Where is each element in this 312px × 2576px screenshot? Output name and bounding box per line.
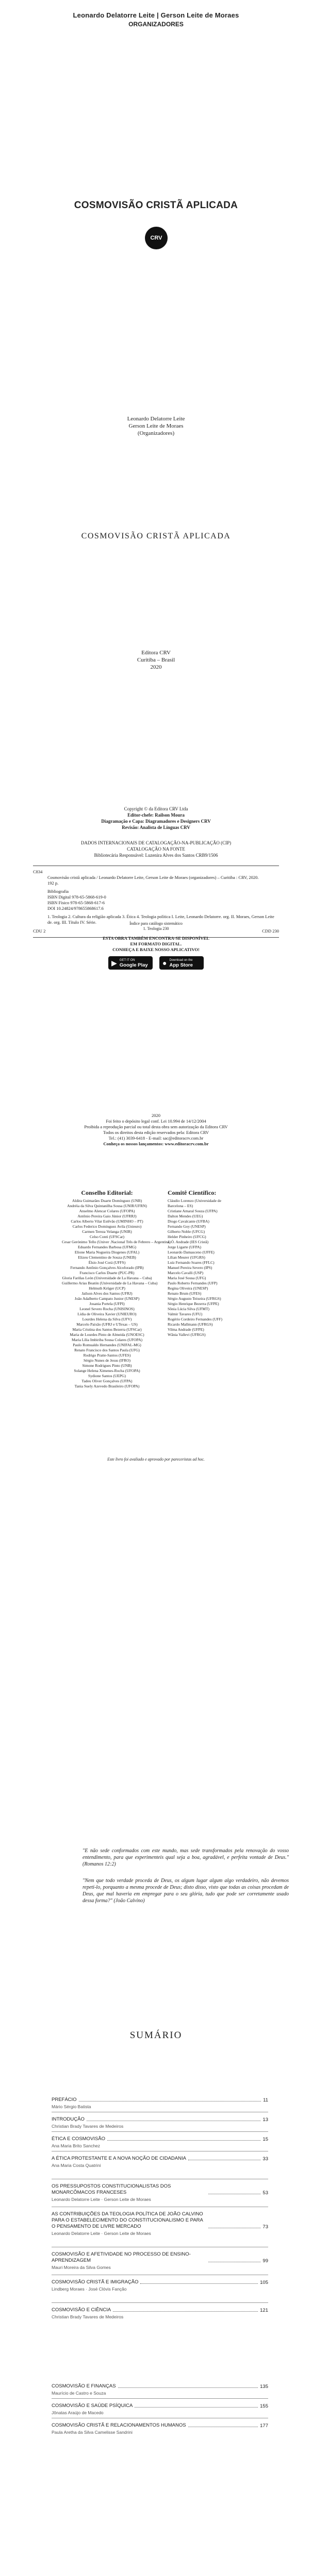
council-member: Maria Cristina dos Santos Bezerra (UFSCar) <box>72 1327 142 1332</box>
council-member: Vilma Andrade (UFPE) <box>168 1327 204 1332</box>
council-member: Gilberto Noble (UFCG) <box>168 1229 205 1234</box>
footer-line: Foi feito o depósito legal conf. Lei 10.994 de 14/12/2004 <box>106 1118 206 1124</box>
council-member: Gloria Fariñas León (Universidade de La Havana – Cuba) <box>62 1276 152 1280</box>
apple-icon: ● <box>162 959 167 967</box>
toc-entry-author: Maurício de Castro e Souza <box>52 2391 106 2396</box>
toc-entry-author: Christian Brady Tavares de Medeiros <box>52 2124 124 2129</box>
toc-leader-dots <box>113 2311 258 2312</box>
google-play-badge[interactable] <box>108 956 153 970</box>
review-note: Este livro foi avaliado e aprovado por pareceristas ad hoc. <box>107 1457 205 1462</box>
app-store-badge[interactable] <box>159 956 204 970</box>
catalog-index <box>0 921 312 931</box>
toc-entry-title: A ÉTICA PROTESTANTE E A NOVA NOÇÃO DE CIDADANIA <box>52 2156 186 2161</box>
council-member: Celso Conti (UFSCar) <box>89 1234 125 1239</box>
toc-separator <box>52 2131 268 2132</box>
summary-page <box>0 1958 312 2349</box>
toc-entry[interactable] <box>52 2116 268 2129</box>
footer-line: Tel.: (41) 3039-6418 - E-mail: sac@editoracrv.com.br <box>108 1136 204 1141</box>
toc-entry-title: COSMOVISÃO E CIÊNCIA <box>52 2307 111 2313</box>
toc-entry-author: Ana Maria Costa Quatrini <box>52 2163 101 2168</box>
copyright-line: Copyright © da Editora CRV Ltda <box>124 806 188 811</box>
toc-entry-author: Lindberg Moraes · José Clóvis Fanção <box>52 2286 127 2292</box>
toc-entry-author: Ana Maria Brito Sanchez <box>52 2143 101 2148</box>
council-member: J. Ó. Andrade (IES Cristã) <box>168 1240 209 1244</box>
digital-notice <box>0 936 312 953</box>
council-member: Luiz Fernando Soares (FFLC) <box>168 1260 215 1265</box>
publication-year: 2020 <box>150 664 162 670</box>
council-member: Eduardo Fernandes Barbosa (UFMG) <box>77 1245 137 1249</box>
toc-page-number: 53 <box>262 2190 268 2196</box>
council-member: Sérgio Henrique Bezerra (UFPE) <box>168 1301 219 1306</box>
toc-entry[interactable] <box>52 2211 268 2236</box>
council-member: Sônia Lúcia Silva (UFMT) <box>168 1307 210 1311</box>
toc-separator <box>52 2302 268 2303</box>
council-member: Sydione Santos (UEPG) <box>88 1374 126 1378</box>
cover-title: COSMOVISÃO CRISTÃ APLICADA <box>74 200 238 211</box>
toc-page-number: 135 <box>260 2384 268 2389</box>
toc-entry-author: Mário Sérgio Batista <box>52 2104 91 2109</box>
toc-page-number: 105 <box>260 2280 268 2285</box>
catalog-record-line: Cosmovisão cristã aplicada / Leonardo Delatorre Leite, Gerson Leite de Moraes (organizadores) – Curitiba : CRV, 2020. <box>47 875 259 880</box>
author-2: Gerson Leite de Moraes <box>128 423 184 429</box>
organizers-label: (Organizadores) <box>137 430 175 436</box>
council-member: Andréia da Silva Quintanilha Sousa (UNIR/UFRN) <box>67 1204 147 1208</box>
toc-leader-dots <box>135 2407 258 2408</box>
council-member: Renato Brum (UFES) <box>168 1291 202 1296</box>
footer-line: 2020 <box>152 1113 160 1118</box>
toc-entry-title: COSMOVISÃO CRISTÃ E RELACIONAMENTOS HUMANOS <box>52 2422 186 2428</box>
summary-heading: SUMÁRIO <box>129 2030 183 2041</box>
cover-organizers-label: ORGANIZADORES <box>128 21 184 28</box>
toc-entry-author: Leonardo Delatorre Leite · Gerson Leite de Moraes <box>52 2231 151 2236</box>
council-member: Helder Pinheiro (UFCG) <box>168 1234 206 1239</box>
apple-badge-label: App Store <box>169 962 193 968</box>
toc-entry-author: Christian Brady Tavares de Medeiros <box>52 2314 124 2319</box>
council-member: Valmir Tavares (UFU) <box>168 1312 203 1316</box>
toc-entry-title: PREFÁCIO <box>52 2097 77 2103</box>
toc-separator <box>52 2398 268 2399</box>
footer-line: Conheça os nossos lançamentos: www.editoracrv.com.br <box>103 1141 209 1146</box>
apple-badge-caption: Download on the <box>169 959 193 962</box>
app-store-badges <box>108 956 204 970</box>
council-member: Dalton Mendes (UEG) <box>168 1214 203 1218</box>
toc-entry[interactable] <box>52 2156 268 2168</box>
toc-entry-title: COSMOVISÃO E SAÚDE PSÍQUICA <box>52 2403 133 2409</box>
catalog-record-line: 192 p. <box>47 880 59 886</box>
council-member: Carlos Alberto Vilar Estêvão (UMINHO – PT) <box>71 1219 143 1224</box>
catalog-record-line: Bibliografia <box>47 889 69 894</box>
council-member: Paulo Romualdo Hernandes (UNIFAL-MG) <box>73 1343 141 1347</box>
catalog-record-line: 1. Teologia 2. Cultura da religião aplicada 3. Ética 4. Teologia política I. Leite, Leonardo Delatorre. org. II. Moraes, Gerson Leite de. org. III. Título IV. Série. <box>47 914 274 925</box>
council-member: Fernando Goy (UNESP) <box>168 1224 206 1229</box>
council-member: Maria Lília Imbiriba Sousa Colares (UFOPA) <box>72 1337 142 1342</box>
toc-page-number: 155 <box>260 2403 268 2409</box>
council-member: Lídia de Oliveira Xavier (UNIEURO) <box>77 1312 137 1316</box>
council-member: Helmuth Krüger (UCP) <box>89 1286 125 1291</box>
toc-leader-dots <box>79 2101 261 2102</box>
epigraph-page <box>0 1566 312 1958</box>
toc-entry[interactable] <box>52 2251 268 2270</box>
toc-entry-author: Mauri Moreira da Silva Gomes <box>52 2265 111 2270</box>
copyright-line: Diagramação e Capa: Diagramadores e Designers CRV <box>101 819 211 824</box>
digital-line: EM FORMATO DIGITAL. <box>130 941 182 946</box>
council-member: Manuel Pereira Severo (IPS) <box>168 1265 212 1270</box>
toc-entry[interactable] <box>52 2136 268 2149</box>
council-member: Maria de Lourdes Pinto de Almeida (UNOESC) <box>70 1332 144 1337</box>
toc-entry-title: ÉTICA E COSMOVISÃO <box>52 2136 105 2142</box>
council-member: Élsio José Corá (UFFS) <box>88 1260 126 1265</box>
council-member: Francisco Carlos Duarte (PUC-PR) <box>79 1270 135 1275</box>
footer-line: Todos os direitos desta edição reservados pela: Editora CRV <box>103 1130 209 1135</box>
council-member: Carmen Tereza Velanga (UNIR) <box>82 1229 132 1234</box>
council-member: Tadeu Oliver Gonçalves (UFPA) <box>81 1379 133 1383</box>
play-icon: ▶ <box>111 958 117 967</box>
council-member: Simone Rodrigues Pinto (UNB) <box>82 1363 132 1368</box>
catalog-record-line: DOI 10.24824/978655868617.6 <box>47 906 104 911</box>
title-page <box>0 392 312 783</box>
toc-page-number: 15 <box>262 2137 268 2142</box>
council-member: Leonel Severo Rocha (UNISINOS) <box>79 1307 135 1311</box>
summary-page-continued <box>0 2349 312 2576</box>
council-member: Marcelo Paixão (UFRJ e UTexas – US) <box>76 1322 138 1327</box>
legal-footer <box>0 1113 312 1147</box>
toc-entry[interactable] <box>52 2403 268 2416</box>
copyright-line: Editor-chefe: Railson Moura <box>127 812 185 818</box>
council-member: Rogério Cordeiro Fernandes (UFF) <box>168 1317 223 1321</box>
council-member: Diogo Cavalcante (UFBA) <box>168 1219 209 1224</box>
council-member: Maria José Sousa (UFG) <box>168 1276 206 1280</box>
council-member: Jorge Ligarte (UFPA) <box>168 1245 201 1249</box>
council-member: Jailson Alves dos Santos (UFRJ) <box>81 1291 133 1296</box>
index-line: Índice para catálogo sistemático <box>129 921 183 926</box>
council-member: Regina Oliveira (UNESP) <box>168 1286 208 1291</box>
logo-text: CRV <box>150 235 162 241</box>
council-member: Tania Suely Azevedo Brasileiro (UFOPA) <box>74 1384 140 1388</box>
toc-entry[interactable] <box>52 2097 268 2110</box>
epigraph-quote-1: "E não sede conformados com este mundo, mas sede transformados pela renovação do vosso entendimento, para que experimenteis qual seja a boa, agradável, e perfeita vontade de Deus." (Romanos 12:2) <box>83 1848 289 1867</box>
toc-entry[interactable] <box>52 2307 268 2320</box>
toc-entry[interactable] <box>52 2383 268 2396</box>
council-member: Cristiane Amaral Souza (UFPA) <box>168 1209 218 1213</box>
copyright-line: Revisão: Analista de Línguas CRV <box>122 825 190 830</box>
council-member: João Adalberto Campato Junior (UNESP) <box>74 1296 140 1301</box>
toc-page-number: 121 <box>260 2308 268 2313</box>
toc-entry-title: AS CONTRIBUIÇÕES DA TEOLOGIA POLÍTICA DE JOÃO CALVINO PARA O ESTABELECIMENTO DO CONSTITUCIONALISMO E PARA O PENSAMENTO DE LIVRE MERCADO <box>52 2211 203 2229</box>
digital-line: ESTA OBRA TAMBÉM ENCONTRA-SE DISPONÍVEL <box>103 936 209 941</box>
toc-entry-title: COSMOVISÃO CRISTÃ E IMIGRAÇÃO <box>52 2279 139 2285</box>
council-member: Solange Helena Ximenes-Rocha (UFOPA) <box>74 1368 140 1373</box>
council-member: Rodrigo Pratte-Santos (UFES) <box>83 1353 131 1358</box>
council-member: Cesar Gerónimo Tello (Univer .Nacional Três de Febrero – Argentina) <box>62 1240 171 1244</box>
toc-leader-dots <box>107 2140 260 2141</box>
google-badge-label: Google Play <box>119 962 148 968</box>
toc-entry-title: INTRODUÇÃO <box>52 2116 85 2122</box>
scientific-committee-title: Comitê Científico: <box>168 1189 217 1196</box>
council-member: Sérgio Augusto Teixeira (UFRGS) <box>168 1296 221 1301</box>
digital-line: CONHEÇA E BAIXE NOSSO APLICATIVO! <box>112 947 200 952</box>
toc-page-number: 73 <box>262 2224 268 2230</box>
google-badge-caption: GET IT ON <box>119 959 135 962</box>
index-line: 1. Teologia 230 <box>143 926 169 931</box>
council-member: Elione Maria Nogueira Diogenes (UFAL) <box>74 1250 140 1255</box>
editorial-council-title: Conselho Editorial: <box>81 1189 133 1196</box>
toc-entry[interactable] <box>52 2422 268 2435</box>
council-member: Ricardo Mallmann (UFRGS) <box>168 1322 213 1327</box>
catalog-record-line: ISBN Físico 978-65-5868-617-6 <box>47 900 105 905</box>
catalog-record-line: ISBN Digital 978-65-5868-619-0 <box>47 894 106 900</box>
toc-entry-author: Paula Aretha da Silva Camelisse Sandrini <box>52 2430 133 2435</box>
council-member: Aldira Guimarães Duarte Domínguez (UNB) <box>72 1198 142 1203</box>
toc-page-number: 33 <box>262 2156 268 2162</box>
title-page-authors <box>0 415 312 437</box>
toc-page-number: 99 <box>262 2258 268 2264</box>
toc-entry-author: Jônatas Araújo de Macedo <box>52 2410 104 2415</box>
council-member: Josania Portela (UFPI) <box>89 1301 125 1306</box>
cover-authors: Leonardo Delatorre Leite | Gerson Leite de Moraes <box>73 11 239 19</box>
council-member: Elizeu Clementino de Souza (UNEB) <box>78 1255 136 1260</box>
toc-page-number: 11 <box>263 2097 268 2103</box>
council-member: Guillermo Arias Beatón (Universidade de La Havana – Cuba) <box>62 1281 158 1285</box>
catalog-code: C834 <box>33 869 43 874</box>
council-member: Sérgio Nunes de Jesus (IFRO) <box>83 1358 131 1363</box>
toc-entry-author: Leonardo Delatorre Leite · Gerson Leite de Moraes <box>52 2197 151 2202</box>
toc-entry[interactable] <box>52 2279 268 2292</box>
copyright-page <box>0 783 312 1175</box>
council-member: Carlos Federico Dominguez Avila (Unieuro) <box>72 1224 142 1229</box>
author-1: Leonardo Delatorre Leite <box>127 416 185 422</box>
catalog-line: Bibliotecária Responsável: Luzenira Alves dos Santos CRB9/1506 <box>94 853 218 858</box>
toc-entry[interactable] <box>52 2183 268 2202</box>
publisher-block <box>0 649 312 671</box>
council-member: Paulo Roberto Fernandes (UFP) <box>168 1281 218 1285</box>
council-member: Wânia Vallevi (UFRGS) <box>168 1332 206 1337</box>
publisher-city: Curitiba – Brasil <box>137 657 175 663</box>
epigraph-quote-2: "Nem que todo verdade proceda de Deus, os algum lugar algum algo verdadeiro, não devemos repeti-lo, porquanto a mesma procede de Deus; disto disso, visto que todas as coisas procedam de Deus, que mal haveria em empregar para o seu glória, tudo que pode ser corretamente usado dessa forma?" (João Calvino) <box>83 1878 289 1904</box>
council-member: Cláudio Lorenzo (Universidade de <box>168 1198 221 1203</box>
toc-entry-title: COSMOVISÃO E FINANÇAS <box>52 2383 116 2389</box>
footer-line: Proibida a reprodução parcial ou total desta obra sem autorização da Editora CRV <box>84 1124 228 1129</box>
council-member: Anselmo Alencar Colares (UFOPA) <box>79 1209 135 1213</box>
scientific-committee <box>168 1190 255 1337</box>
council-member: Lílian Meurer (UFGRS) <box>168 1255 205 1260</box>
toc-entry-title: OS PRESSUPOSTOS CONSTITUCIONALISTAS DOS MONARCÔMACOS FRANCESES <box>52 2183 171 2195</box>
cdd-code: CDD 230 <box>262 928 279 934</box>
title-page-title: COSMOVISÃO CRISTÃ APLICADA <box>81 532 231 540</box>
catalog-line: DADOS INTERNACIONAIS DE CATALOGAÇÃO-NA-PUBLICAÇÃO (CIP) <box>80 840 232 845</box>
publisher-name: Editora CRV <box>141 650 171 656</box>
toc-page-number: 13 <box>262 2117 268 2123</box>
toc-leader-dots <box>118 2387 258 2388</box>
council-member: Barcelona – ES) <box>168 1204 193 1208</box>
catalog-line: CATALOGAÇÃO NA FONTE <box>127 846 185 852</box>
councils-page <box>0 1175 312 1566</box>
copyright-credits <box>0 806 312 858</box>
cover-page <box>0 0 312 392</box>
council-member: Marcelo Cavalli (USP) <box>168 1270 204 1275</box>
toc-entry-title: COSMOVISÃO E AFETIVIDADE NO PROCESSO DE ENSINO-APRENDIZAGEM <box>52 2251 191 2263</box>
toc-leader-dots <box>140 2283 258 2284</box>
council-member: Renato Francisco dos Santos Paula (UFG) <box>74 1348 140 1352</box>
editorial-council <box>62 1189 171 1389</box>
toc-page-number: 177 <box>260 2423 268 2429</box>
council-member: Lourdes Helena da Silva (UFV) <box>82 1317 132 1321</box>
council-member: Antônio Pereira Gaio Júnior (UFRRJ) <box>77 1214 137 1218</box>
council-member: Fernando Antônio Gonçalves Alcoforado (IPB) <box>70 1265 144 1270</box>
publisher-logo <box>145 227 168 249</box>
cdu-code: CDU 2 <box>33 928 46 934</box>
council-member: Leonardo Damasceno (UFFE) <box>168 1250 215 1255</box>
